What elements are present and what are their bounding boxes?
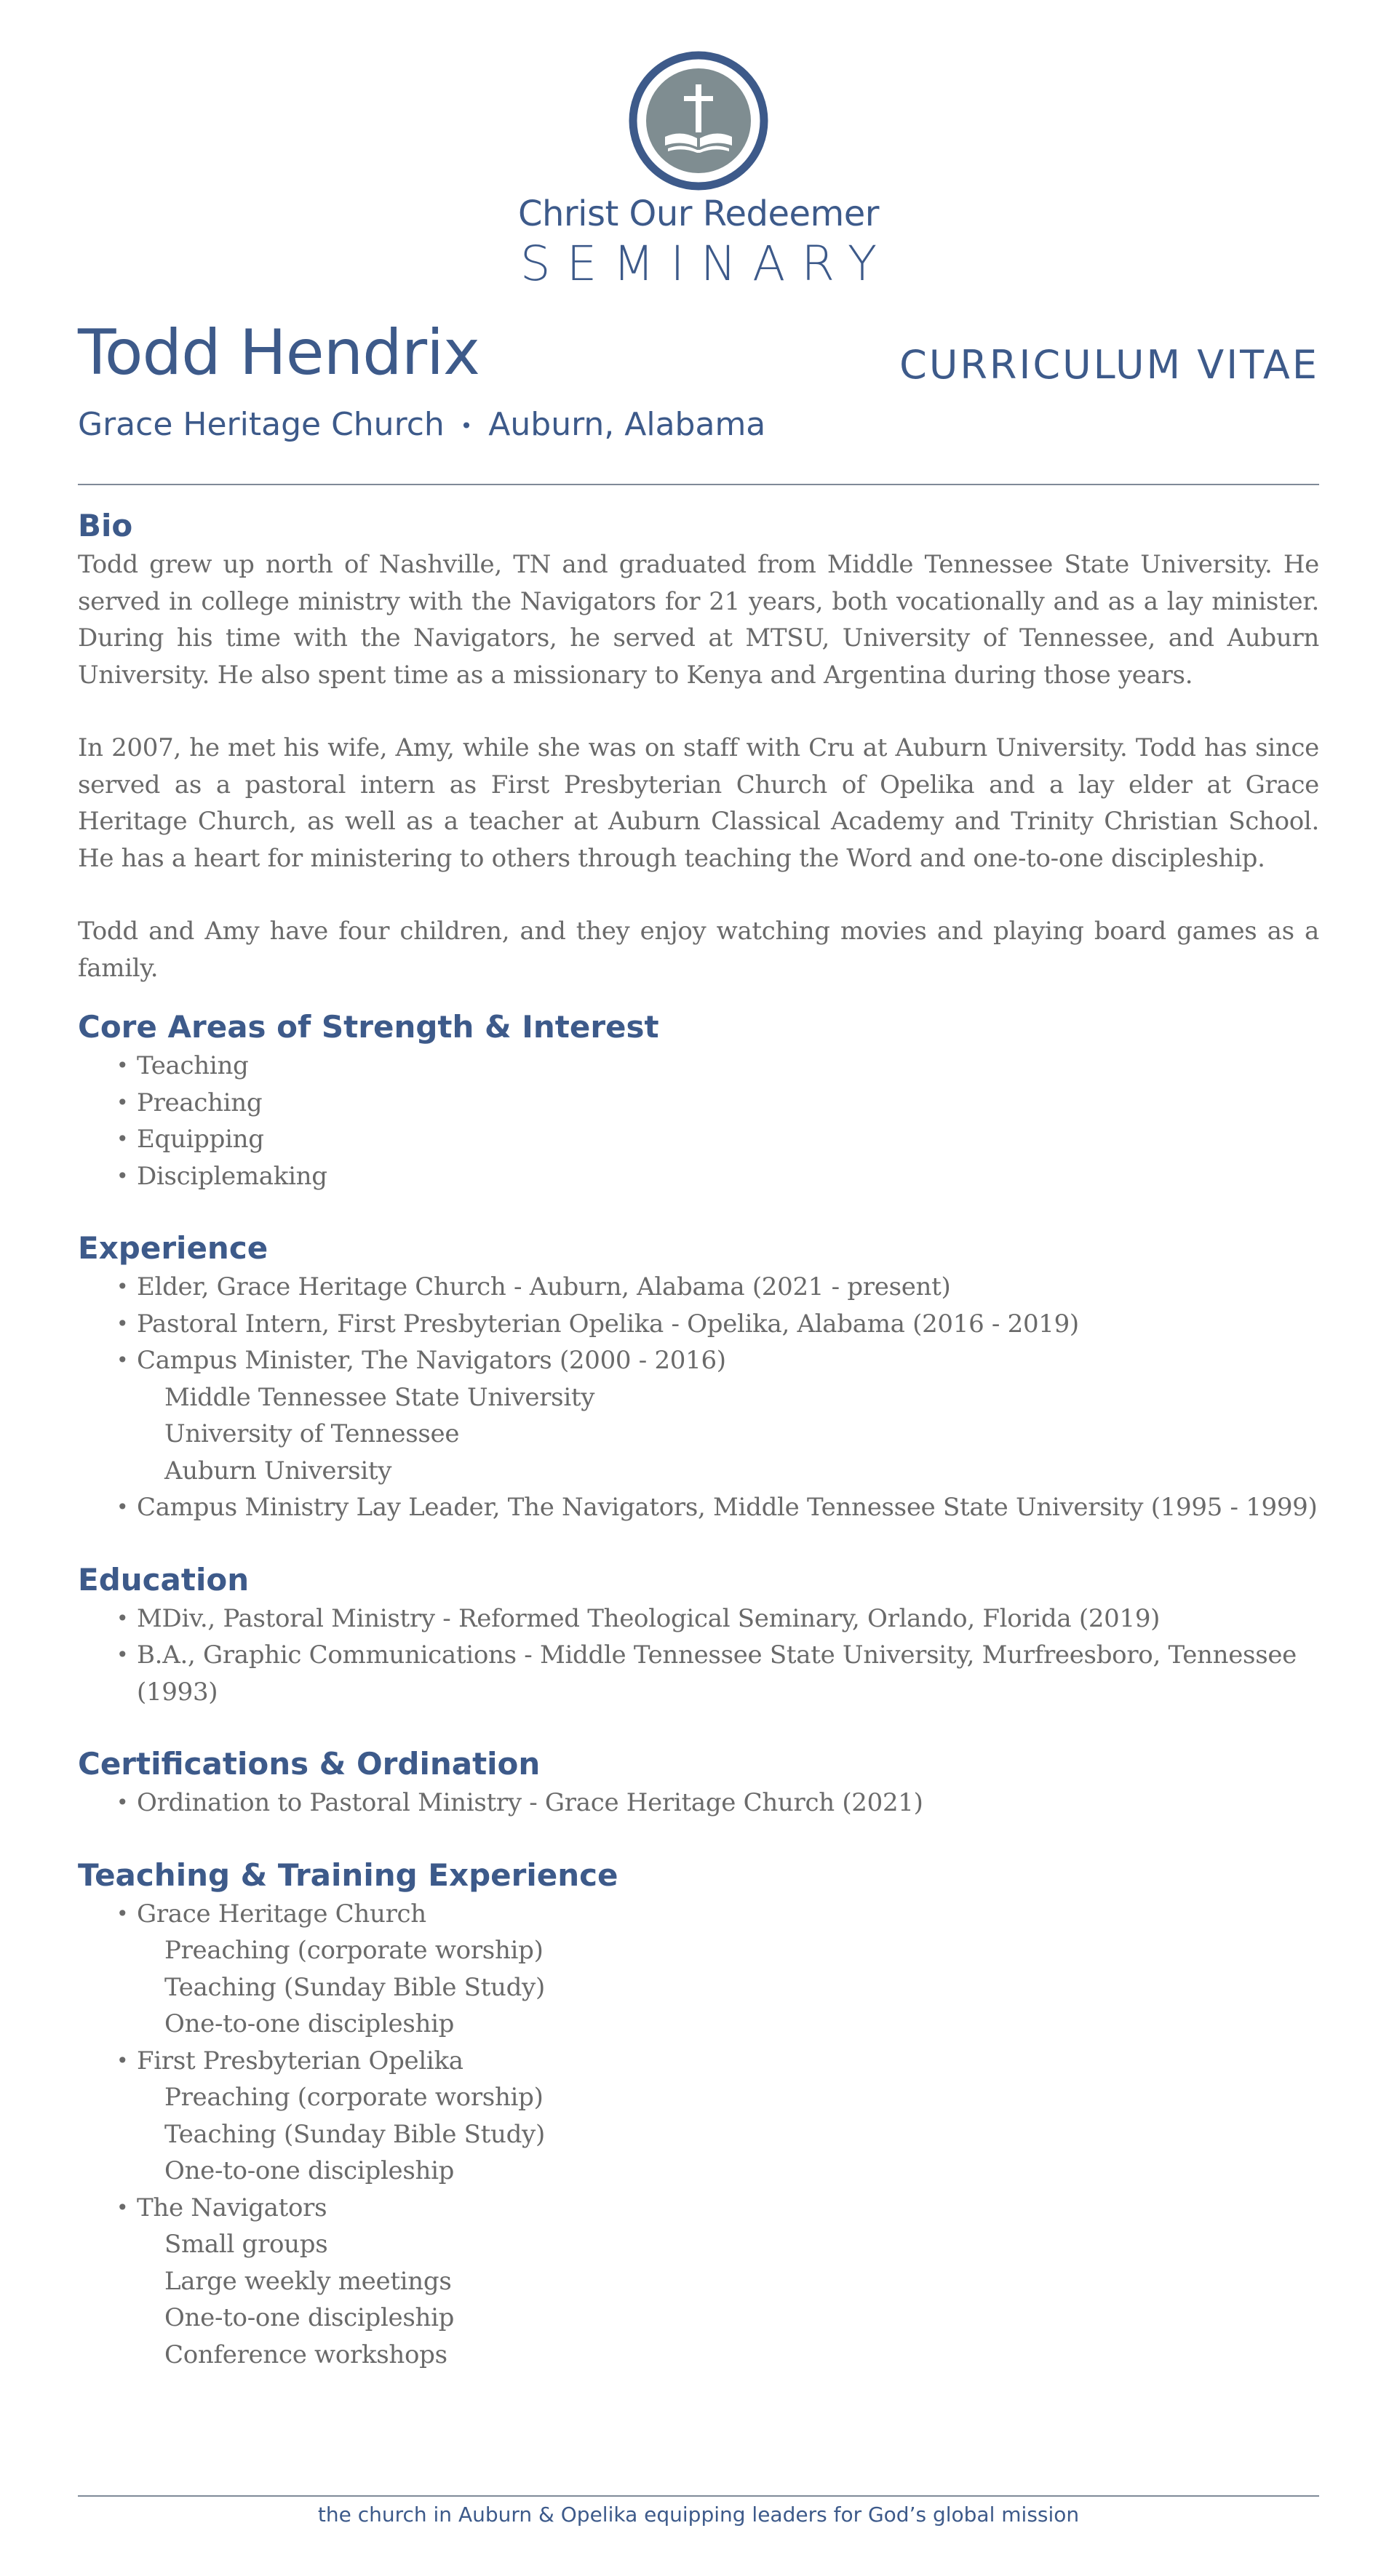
list-item-text: Campus Ministry Lay Leader, The Navigators, Middle Tennessee State University (1995 - 1999) — [137, 1493, 1318, 1522]
education-list — [78, 1600, 1319, 1711]
bio-section — [78, 506, 1319, 986]
cv-page — [78, 0, 1319, 2576]
list-item — [116, 1896, 1319, 2043]
list-item: • Equipping — [116, 1121, 1319, 1158]
list-item — [116, 2190, 1319, 2374]
document-title: CURRICULUM VITAE — [899, 342, 1319, 388]
list-item-text: Elder, Grace Heritage Church - Auburn, Alabama (2021 - present) — [137, 1272, 951, 1301]
list-item: • Teaching — [116, 1048, 1319, 1085]
teaching-section — [78, 1855, 1319, 2374]
logo-line-2: SEMINARY — [520, 236, 893, 292]
sub-item: University of Tennessee — [164, 1419, 460, 1448]
sub-item: Small groups — [164, 2230, 328, 2259]
separator-dot: • — [460, 414, 473, 438]
list-item: • MDiv., Pastoral Ministry - Reformed Theological Seminary, Orlando, Florida (2019) — [116, 1600, 1319, 1638]
certifications-section — [78, 1744, 1319, 1822]
bio-paragraph: Todd grew up north of Nashville, TN and graduated from Middle Tennessee State University. He served in college ministry with the Navigators for 21 years, both vocationally and as a lay minister. During his time with the Navigators, he served at MTSU, University of Tennessee, and Auburn University. He also spent time as a missionary to Kenya and Argentina during those years. — [78, 550, 1319, 690]
list-item-text: Campus Minister, The Navigators (2000 - 2016) — [137, 1346, 726, 1375]
list-item — [116, 1342, 1319, 1489]
list-item — [116, 1269, 1319, 1306]
sub-item: Teaching (Sunday Bible Study) — [164, 1972, 545, 2002]
list-item: • Ordination to Pastoral Ministry - Grace Heritage Church (2021) — [116, 1785, 1319, 1822]
strengths-list — [78, 1048, 1319, 1195]
section-title-certifications: Certifications & Ordination — [78, 1746, 541, 1782]
experience-section — [78, 1228, 1319, 1526]
list-item: • Preaching — [116, 1085, 1319, 1122]
footer-divider — [78, 2495, 1319, 2497]
section-title-strengths: Core Areas of Strength & Interest — [78, 1009, 659, 1045]
list-item — [116, 2043, 1319, 2190]
list-item — [116, 1306, 1319, 1343]
sub-item: One-to-one discipleship — [164, 2156, 455, 2185]
list-item-text: First Presbyterian Opelika — [137, 2046, 463, 2075]
footer-tagline: the church in Auburn & Opelika equipping leaders for God’s global mission — [317, 2503, 1080, 2527]
sub-item: Auburn University — [164, 1456, 392, 1486]
sub-item: Preaching (corporate worship) — [164, 2083, 544, 2112]
certifications-list — [78, 1785, 1319, 1822]
bio-paragraph: Todd and Amy have four children, and they enjoy watching movies and playing board games as a family. — [78, 917, 1319, 983]
logo-line-1: Christ Our Redeemer — [517, 194, 880, 234]
sub-item: One-to-one discipleship — [164, 2009, 455, 2038]
sub-item: Preaching (corporate worship) — [164, 1936, 544, 1965]
section-title-education: Education — [78, 1561, 250, 1598]
sub-item: Large weekly meetings — [164, 2266, 452, 2296]
church-name: Grace Heritage Church — [78, 406, 445, 443]
education-section — [78, 1560, 1319, 1711]
church-location-line — [78, 406, 766, 443]
list-item: • B.A., Graphic Communications - Middle Tennessee State University, Murfreesboro, Tennessee (1993) — [116, 1637, 1319, 1710]
header-divider — [78, 484, 1319, 485]
section-title-bio: Bio — [78, 508, 133, 543]
sub-item: Middle Tennessee State University — [164, 1382, 595, 1412]
person-name: Todd Hendrix — [78, 316, 479, 389]
list-item — [116, 1489, 1319, 1526]
sub-item: Teaching (Sunday Bible Study) — [164, 2119, 545, 2149]
section-title-teaching: Teaching & Training Experience — [78, 1857, 618, 1893]
teaching-list — [78, 1896, 1319, 2374]
strengths-section — [78, 1007, 1319, 1195]
list-item: • Disciplemaking — [116, 1158, 1319, 1195]
section-title-experience: Experience — [78, 1230, 268, 1266]
seminary-logo-icon — [629, 51, 768, 191]
sub-item: One-to-one discipleship — [164, 2303, 455, 2332]
bio-paragraph: In 2007, he met his wife, Amy, while she was on staff with Cru at Auburn University. Todd has since served as a pastoral intern as First Presbyterian Church of Opelika and a lay elder at Grace Heritage Church, as well as a teacher at Auburn Classical Academy and Trinity Christian School. He has a heart for ministering to others through teaching the Word and one-to-one discipleship. — [78, 733, 1319, 873]
sub-item: Conference workshops — [164, 2340, 447, 2369]
list-item-text: Pastoral Intern, First Presbyterian Opelika - Opelika, Alabama (2016 - 2019) — [137, 1309, 1079, 1339]
experience-list — [78, 1269, 1319, 1526]
cv-content — [78, 506, 1319, 2406]
location: Auburn, Alabama — [488, 406, 766, 443]
list-item-text: Grace Heritage Church — [137, 1899, 426, 1929]
list-item-text: The Navigators — [137, 2193, 327, 2222]
